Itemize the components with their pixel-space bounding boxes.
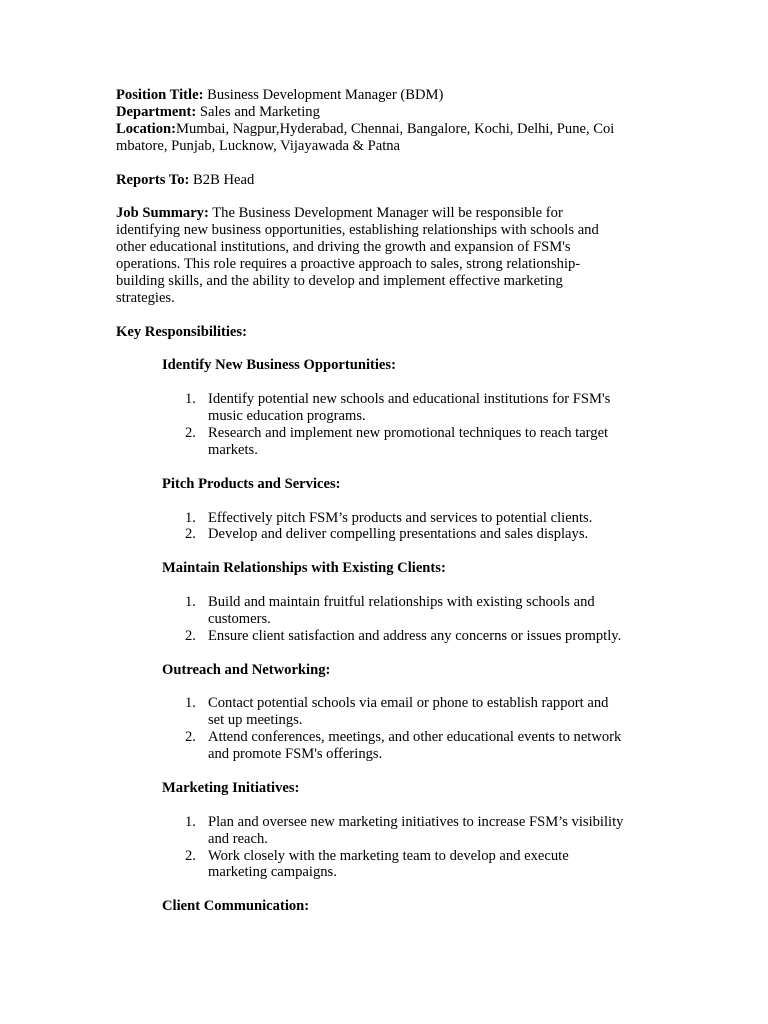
list-number: 1.	[185, 594, 196, 611]
list-text: markets.	[208, 441, 258, 458]
reports-to-label: Reports To:	[116, 171, 190, 188]
numbered-list	[162, 391, 656, 459]
list-number: 2.	[185, 425, 196, 442]
section-title: Identify New Business Opportunities:	[162, 357, 396, 374]
document-page	[116, 87, 656, 915]
job-summary-line-5: building skills, and the ability to develop and implement effective marketing	[116, 272, 563, 289]
list-item	[162, 848, 656, 882]
list-text: customers.	[208, 610, 271, 627]
list-number: 2.	[185, 627, 196, 644]
list-text: Develop and deliver compelling presentations and sales displays.	[208, 526, 589, 543]
list-text: Identify potential new schools and educational institutions for FSM's	[208, 391, 611, 408]
reports-to-line	[116, 172, 656, 189]
key-responsibilities-heading: Key Responsibilities:	[116, 323, 247, 340]
list-text: music education programs.	[208, 408, 366, 425]
list-text: Ensure client satisfaction and address any concerns or issues promptly.	[208, 627, 622, 644]
list-item	[162, 628, 656, 645]
list-text: marketing campaigns.	[208, 864, 337, 881]
list-item	[162, 695, 656, 729]
list-text: Research and implement new promotional techniques to reach target	[208, 425, 609, 442]
job-summary-line-6: strategies.	[116, 289, 175, 306]
position-title-value: Business Development Manager (BDM)	[203, 87, 444, 103]
location-line-2	[116, 138, 656, 155]
list-item	[162, 510, 656, 527]
department-value: Sales and Marketing	[196, 103, 320, 120]
list-number: 2.	[185, 847, 196, 864]
list-item	[162, 814, 656, 848]
list-text: Attend conferences, meetings, and other educational events to network	[208, 729, 622, 746]
section-title: Maintain Relationships with Existing Clients:	[162, 560, 446, 577]
list-number: 1.	[185, 813, 196, 830]
location-value-line2: mbatore, Punjab, Lucknow, Vijayawada & Patna	[116, 137, 401, 154]
list-number: 1.	[185, 695, 196, 712]
job-summary-line-3: other educational institutions, and driving the growth and expansion of FSM's	[116, 239, 571, 256]
list-text: Work closely with the marketing team to develop and execute	[208, 847, 569, 864]
list-item	[162, 391, 656, 425]
location-label: Location:	[116, 120, 176, 137]
list-text: and reach.	[208, 830, 268, 847]
list-number: 1.	[185, 509, 196, 526]
section-title: Pitch Products and Services:	[162, 475, 341, 492]
list-number: 1.	[185, 391, 196, 408]
job-summary-label: Job Summary:	[116, 205, 209, 222]
list-text: Contact potential schools via email or phone to establish rapport and	[208, 695, 609, 712]
job-summary-line-1	[116, 205, 656, 222]
section-title: Marketing Initiatives:	[162, 779, 300, 796]
position-title-line	[116, 87, 656, 104]
numbered-list	[162, 510, 656, 544]
numbered-list	[162, 814, 656, 882]
section-title: Client Communication:	[162, 898, 310, 915]
list-item	[162, 425, 656, 459]
list-text: Effectively pitch FSM’s products and services to potential clients.	[208, 509, 593, 526]
job-summary-text-1: The Business Development Manager will be responsible for	[208, 205, 563, 222]
job-summary-line-4: operations. This role requires a proactive approach to sales, strong relationship-	[116, 256, 581, 273]
list-item	[162, 594, 656, 628]
list-item	[162, 526, 656, 543]
location-line	[116, 121, 656, 138]
numbered-list	[162, 594, 656, 645]
job-summary-line-2: identifying new business opportunities, establishing relationships with schools and	[116, 222, 599, 239]
list-item	[162, 729, 656, 763]
location-value-line1: Mumbai, Nagpur,Hyderabad, Chennai, Bangalore, Kochi, Delhi, Pune, Coi	[176, 120, 615, 137]
reports-to-value: B2B Head	[189, 171, 255, 188]
department-line	[116, 104, 656, 121]
list-text: set up meetings.	[208, 712, 303, 729]
position-title-label: Position Title:	[116, 87, 204, 103]
list-text: Build and maintain fruitful relationships with existing schools and	[208, 594, 595, 611]
department-label: Department:	[116, 103, 197, 120]
section-title: Outreach and Networking:	[162, 661, 331, 678]
list-number: 2.	[185, 729, 196, 746]
numbered-list	[162, 695, 656, 763]
list-number: 2.	[185, 526, 196, 543]
list-text: Plan and oversee new marketing initiatives to increase FSM’s visibility	[208, 813, 624, 830]
list-text: and promote FSM's offerings.	[208, 746, 383, 763]
